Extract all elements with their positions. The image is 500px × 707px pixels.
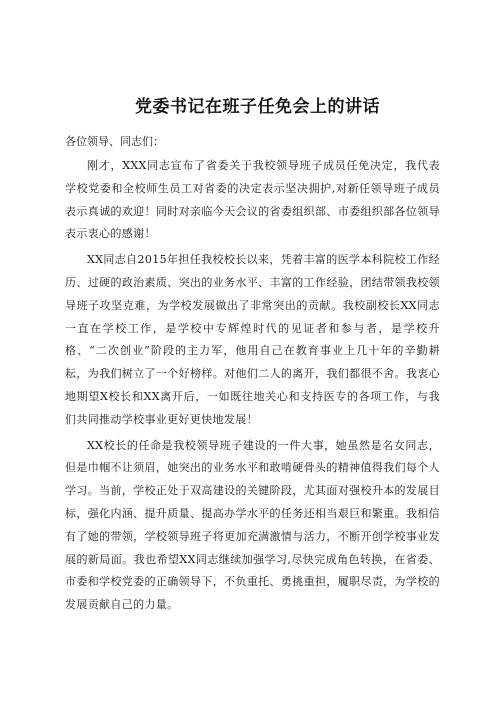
paragraph-1: 刚才，XXX同志宣布了省委关于我校领导班子成员任免决定，我代表学校党委和全校师生员工对省委的决定表示坚决拥护,对新任领导班子成员表示真诚的欢迎！同时对亲临今天会议的省委组织部、市委组织部各位领导表示衷心的感谢！ — [65, 159, 440, 241]
paragraph-2: XX同志自2015年担任我校校长以来，凭着丰富的医学本科院校工作经历、过硬的政治素质、突出的业务水平、丰富的工作经验，团结带领我校领导班子攻坚克难，为学校发展做出了非常突出的贡献。我校副校长XX同志一直在学校工作，是学校中专辉煌时代的见证者和参与者，是学校升格、“二次创业”阶段的主力军，他用自己在教育事业上几十年的辛勤耕耘，为我们树立了一个好榜样。对他们二人的离开，我们都很不舍。我衷心地期望X校长和XX离开后，一如既往地关心和支持医专的各项工作，与我们共同推动学校事业更好更快地发展！ — [65, 253, 440, 426]
salutation: 各位领导、同志们： — [65, 135, 164, 148]
document-title: 党委书记在班子任免会上的讲话 — [135, 97, 380, 117]
paragraph-3: XX校长的任命是我校领导班子建设的一件大事，她虽然是名女同志，但是巾帼不让须眉，她突出的业务水平和敢啃硬骨头的精神值得我们每个人学习。当前，学校正处于双高建设的关键阶段，尤其面对强校升本的发展目标，强化内涵、提升质量、提高办学水平的任务还相当艰巨和繁重。我相信有了她的带领，学校领导班子将更加充满激情与活力，不断开创学校事业发展的新局面。我也希望XX同志继续加强学习,尽快完成角色转换，在省委、市委和学校党委的正确领导下，不负重托、勇挑重担，履职尽责，为学校的发展贡献自己的力量。 — [65, 438, 440, 612]
